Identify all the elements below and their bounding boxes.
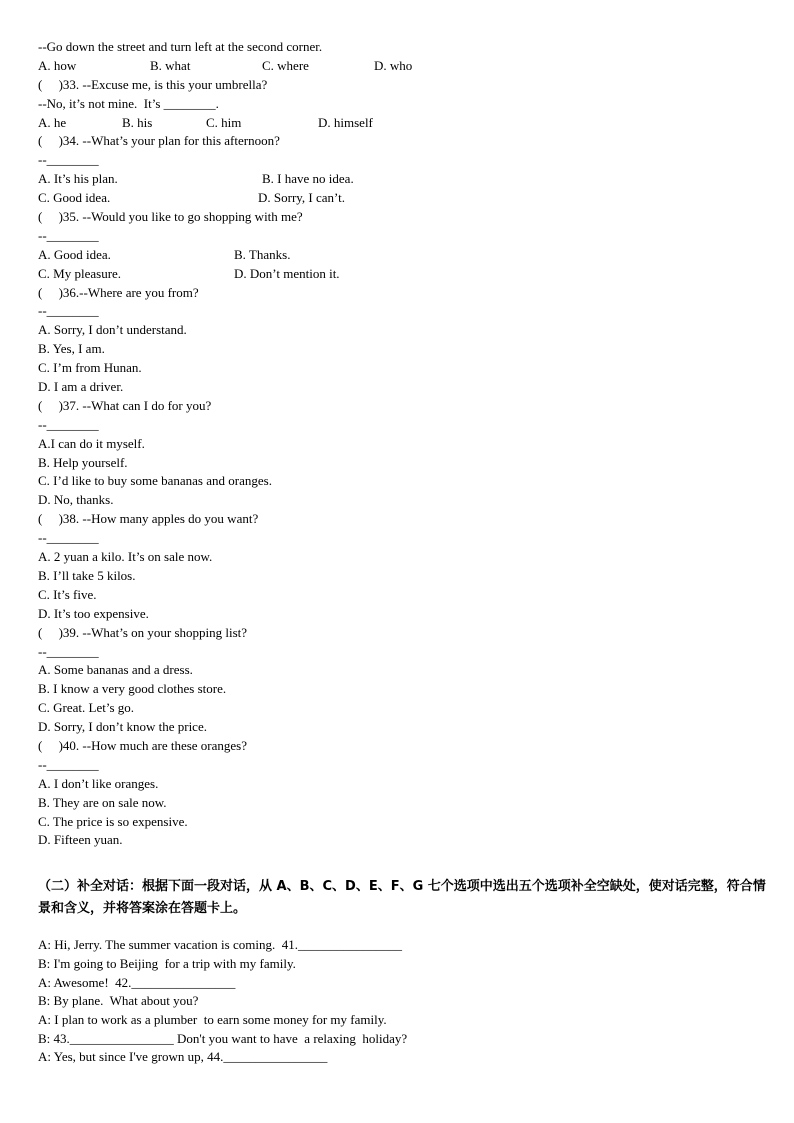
q36-option-c: C. I’m from Hunan. — [38, 360, 142, 376]
q34-option-d: D. Sorry, I can’t. — [258, 190, 346, 206]
q40-option-b: B. They are on sale now. — [38, 794, 167, 810]
q37-stem: ( )37. --What can I do for you? — [38, 397, 212, 413]
q32-option-c: C. where — [262, 57, 309, 73]
q34-options-row2 — [38, 189, 768, 208]
dialogue-line-6: B: 43.________________ Don't you want to have a relaxing holiday? — [38, 1030, 408, 1046]
q35-options-row1 — [38, 246, 768, 265]
q38-blank: --________ — [38, 530, 99, 546]
q33-stem: ( )33. --Excuse me, is this your umbrella? — [38, 76, 268, 92]
dialogue-line-5: A: I plan to work as a plumber to earn some money for my family. — [38, 1012, 387, 1028]
q36-option-d: D. I am a driver. — [38, 379, 124, 395]
q39-option-b: B. I know a very good clothes store. — [38, 681, 227, 697]
q37-option-a: A.I can do it myself. — [38, 435, 145, 451]
q34-option-c: C. Good idea. — [38, 190, 111, 206]
q40-option-c: C. The price is so expensive. — [38, 813, 188, 829]
q32-options — [38, 57, 768, 76]
q35-option-c: C. My pleasure. — [38, 265, 122, 281]
q32-option-b: B. what — [150, 57, 191, 73]
q34-option-b: B. I have no idea. — [262, 171, 354, 187]
dialogue-line-1: A: Hi, Jerry. The summer vacation is coming. 41.________________ — [38, 937, 402, 953]
q39-option-d: D. Sorry, I don’t know the price. — [38, 719, 207, 735]
q33-options — [38, 114, 768, 133]
q33-reply: --No, it’s not mine. It’s ________. — [38, 95, 219, 111]
q35-option-b: B. Thanks. — [234, 246, 291, 262]
q38-option-c: C. It’s five. — [38, 586, 97, 602]
q34-blank: --________ — [38, 152, 99, 168]
q37-option-b: B. Help yourself. — [38, 454, 128, 470]
q36-option-a: A. Sorry, I don’t understand. — [38, 322, 187, 338]
q34-options-row1 — [38, 170, 768, 189]
q40-blank: --________ — [38, 756, 99, 772]
q32-option-d: D. who — [374, 57, 413, 73]
q40-stem: ( )40. --How much are these oranges? — [38, 737, 248, 753]
q40-option-d: D. Fifteen yuan. — [38, 832, 123, 848]
q37-blank: --________ — [38, 416, 99, 432]
q38-stem: ( )38. --How many apples do you want? — [38, 511, 259, 527]
q38-option-b: B. I’ll take 5 kilos. — [38, 567, 136, 583]
q36-blank: --________ — [38, 303, 99, 319]
q36-option-b: B. Yes, I am. — [38, 341, 105, 357]
q35-blank: --________ — [38, 227, 99, 243]
q39-blank: --________ — [38, 643, 99, 659]
dialogue-line-2: B: I'm going to Beijing for a trip with my family. — [38, 955, 296, 971]
q39-option-c: C. Great. Let’s go. — [38, 700, 135, 716]
section2-heading: （二）补全对话：根据下面一段对话，从 A、B、C、D、E、F、G 七个选项中选出五个选项补全空缺处，使对话完整，符合情景和含义，并将答案涂在答题卡上。 — [38, 879, 766, 917]
q38-option-a: A. 2 yuan a kilo. It’s on sale now. — [38, 549, 213, 565]
section-spacer — [38, 850, 768, 876]
q32-option-a: A. how — [38, 57, 77, 73]
q40-option-a: A. I don’t like oranges. — [38, 775, 159, 791]
q39-option-a: A. Some bananas and a dress. — [38, 662, 193, 678]
q33-option-b: B. his — [122, 114, 153, 130]
worksheet-page — [38, 38, 768, 1067]
q34-option-a: A. It’s his plan. — [38, 171, 118, 187]
q33-option-c: C. him — [206, 114, 242, 130]
q36-stem: ( )36.--Where are you from? — [38, 284, 199, 300]
dialogue-line-3: A: Awesome! 42.________________ — [38, 974, 236, 990]
q33-option-d: D. himself — [318, 114, 373, 130]
q35-options-row2 — [38, 265, 768, 284]
q37-option-d: D. No, thanks. — [38, 492, 114, 508]
q34-stem: ( )34. --What’s your plan for this afternoon? — [38, 133, 280, 149]
q35-option-d: D. Don’t mention it. — [234, 265, 340, 281]
q32-answer-line: --Go down the street and turn left at the second corner. — [38, 39, 323, 54]
q33-option-a: A. he — [38, 114, 67, 130]
dialogue-line-4: B: By plane. What about you? — [38, 993, 199, 1009]
q37-option-c: C. I’d like to buy some bananas and oranges. — [38, 473, 272, 489]
dialogue-line-7: A: Yes, but since I've grown up, 44.________________ — [38, 1049, 328, 1065]
q38-option-d: D. It’s too expensive. — [38, 605, 149, 621]
q35-option-a: A. Good idea. — [38, 246, 111, 262]
q39-stem: ( )39. --What’s on your shopping list? — [38, 624, 248, 640]
q35-stem: ( )35. --Would you like to go shopping with me? — [38, 209, 303, 225]
dialogue-spacer — [38, 920, 768, 936]
